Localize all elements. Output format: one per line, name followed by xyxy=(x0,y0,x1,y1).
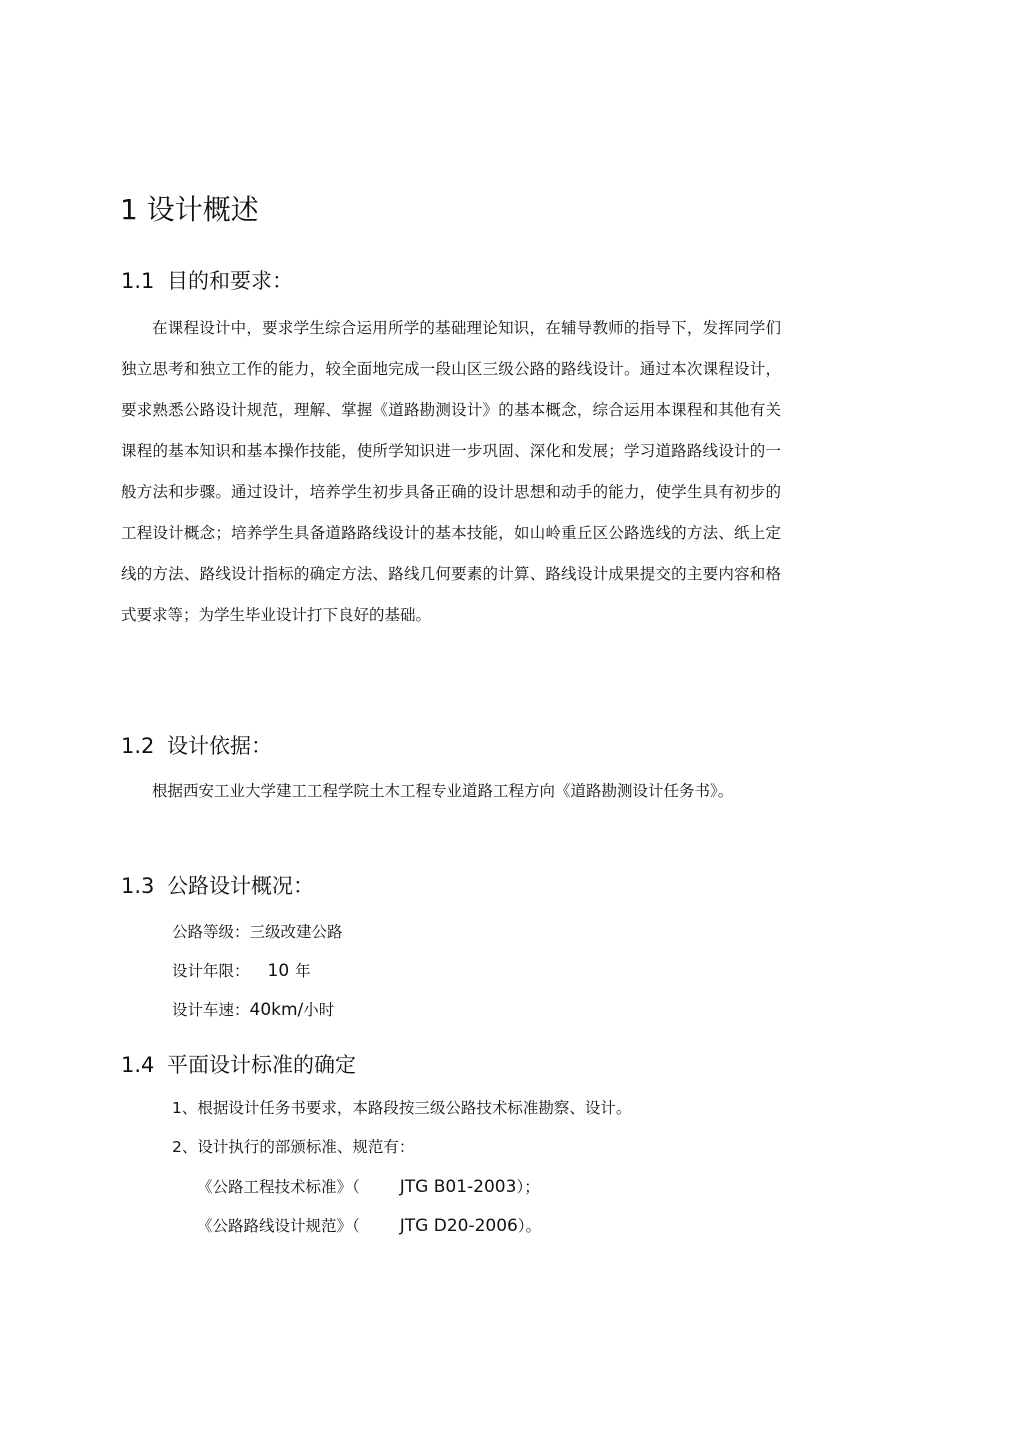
standard-name: 《公路路线设计规范》（ xyxy=(197,1217,360,1235)
section-number: 1.1 xyxy=(121,269,155,293)
section-number: 1.2 xyxy=(121,734,155,758)
section-title: 设计依据： xyxy=(167,734,272,758)
standard-item-2 xyxy=(197,1214,541,1238)
section-title: 目的和要求： xyxy=(167,269,293,293)
section-title: 平面设计标准的确定 xyxy=(167,1053,356,1077)
spec-unit: 小时 xyxy=(303,1001,335,1019)
paragraph-purpose: 在课程设计中，要求学生综合运用所学的基础理论知识，在辅导教师的指导下，发挥同学们独立思考和独立工作的能力，较全面地完成一段山区三级公路的路线设计。通过本次课程设计，要求熟悉公路设计规范，理解、掌握《道路勘测设计》的基本概念，综合运用本课程和其他有关课程的基本知识和基本操作技能，使所学知识进一步巩固、深化和发展；学习道路路线设计的一般方法和步骤。通过设计，培养学生初步具备正确的设计思想和动手的能力，使学生具有初步的工程设计概念；培养学生具备道路路线设计的基本技能，如山岭重丘区公路选线的方法、纸上定线的方法、路线设计指标的确定方法、路线几何要素的计算、路线设计成果提交的主要内容和格式要求等；为学生毕业设计打下良好的基础。 xyxy=(121,319,781,624)
spec-design-speed xyxy=(172,998,334,1022)
spec-value: 40km/ xyxy=(249,1000,304,1020)
standard-name: 《公路工程技术标准》（ xyxy=(197,1178,360,1196)
standard-code: JTG B01-2003 xyxy=(399,1177,517,1197)
spec-label: 设计车速： xyxy=(172,1001,250,1019)
spec-value: 三级改建公路 xyxy=(249,923,343,941)
standard-item-1 xyxy=(197,1175,540,1199)
section-number: 1.3 xyxy=(121,874,155,898)
spec-label: 公路等级： xyxy=(172,923,250,941)
spec-value: 10 xyxy=(267,961,290,981)
list-item-2: 2、设计执行的部颁标准、规范有： xyxy=(172,1138,415,1156)
spec-design-life xyxy=(172,959,311,983)
chapter-title: 1 设计概述 xyxy=(120,193,259,226)
standard-code: JTG D20-2006 xyxy=(399,1216,518,1236)
section-heading-1-3 xyxy=(121,871,314,901)
section-number: 1.4 xyxy=(121,1053,155,1077)
spec-unit: 年 xyxy=(295,962,311,980)
paragraph-basis: 根据西安工业大学建工工程学院土木工程专业道路工程方向《道路勘测设计任务书》。 xyxy=(152,782,734,800)
list-item-1: 1、根据设计任务书要求，本路段按三级公路技术标准勘察、设计。 xyxy=(172,1099,632,1117)
section-heading-1-2 xyxy=(121,731,272,761)
spec-label: 设计年限： xyxy=(172,962,250,980)
section-heading-1-1 xyxy=(121,266,293,296)
section-title: 公路设计概况： xyxy=(167,874,314,898)
standard-tail: ）。 xyxy=(517,1217,542,1235)
spec-road-grade xyxy=(172,920,343,944)
section-heading-1-4 xyxy=(121,1050,356,1080)
standard-tail: ）； xyxy=(516,1178,540,1196)
